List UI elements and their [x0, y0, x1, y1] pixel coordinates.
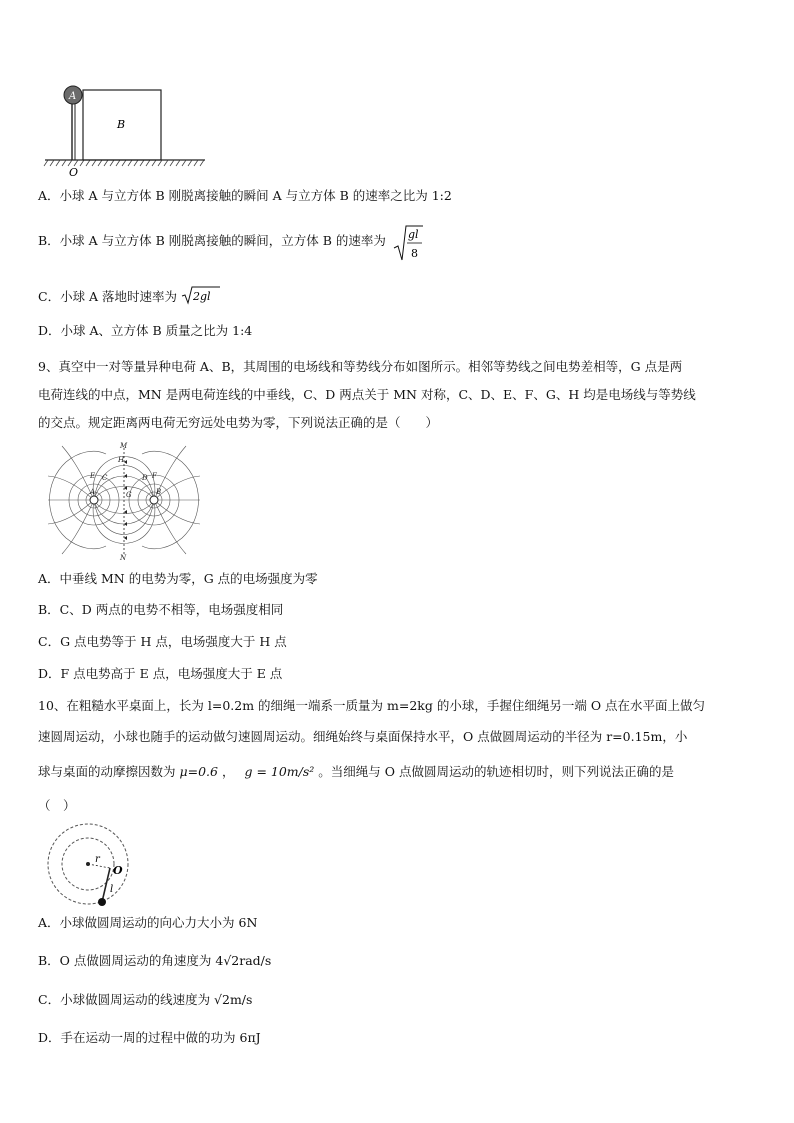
q9-option-d: D．F 点电势高于 E 点，电场强度大于 E 点	[38, 666, 283, 681]
label-o: O	[69, 166, 79, 179]
q8-option-a: A．小球 A 与立方体 B 刚脱离接触的瞬间 A 与立方体 B 的速率之比为 1:2	[38, 188, 452, 203]
q8-option-b-formula	[392, 224, 424, 264]
q8-option-c	[38, 285, 221, 310]
figure-circular-motion	[42, 822, 134, 910]
q8-option-c-formula	[181, 285, 221, 310]
q10-option-b: B．O 点做圆周运动的角速度为 4√2rad/s	[38, 953, 272, 968]
q8-option-b-den: 8	[410, 247, 418, 260]
q10-stem-line-3	[38, 763, 674, 781]
label-e: E	[90, 472, 96, 480]
label-a: A	[69, 91, 77, 102]
label-f: F	[152, 472, 157, 480]
q9-option-b: B．C、D 两点的电势不相等，电场强度相同	[38, 602, 284, 617]
q10-sep: ，	[221, 764, 235, 779]
figure-ball-and-block	[40, 82, 210, 180]
q9-stem-line-3: 的交点。规定距离两电荷无穷远处电势为零，下列说法正确的是（ ）	[38, 415, 439, 430]
q8-option-c-math: 2gl	[193, 290, 211, 303]
q8-option-b	[38, 224, 424, 264]
q10-g: g = 10m/s²	[244, 764, 315, 779]
q10-option-c: C．小球做圆周运动的线速度为 √2m/s	[38, 992, 253, 1007]
label-b: B	[156, 488, 162, 496]
q9-option-a: A．中垂线 MN 的电势为零，G 点的电场强度为零	[38, 571, 318, 586]
label-h: H	[118, 456, 125, 464]
label-g: G	[126, 491, 132, 499]
label-r: r	[95, 854, 100, 865]
q10-option-a: A．小球做圆周运动的向心力大小为 6N	[38, 915, 258, 930]
q8-option-d: D．小球 A、立方体 B 质量之比为 1:4	[38, 323, 253, 338]
label-c: C	[102, 474, 108, 482]
q8-option-b-num: gl	[407, 228, 419, 241]
q8-option-c-text: C．小球 A 落地时速率为	[38, 289, 178, 304]
label-b: B	[117, 118, 126, 131]
label-n: N	[120, 554, 127, 560]
label-a: A	[90, 488, 96, 496]
q9-option-c: C．G 点电势等于 H 点，电场强度大于 H 点	[38, 634, 287, 649]
q10-stem-line-4: （ ）	[38, 798, 76, 813]
q8-option-b-text: B．小球 A 与立方体 B 刚脱离接触的瞬间，立方体 B 的速率为	[38, 233, 386, 248]
label-d: D	[142, 474, 148, 482]
q10-stem-line-2: 速圆周运动，小球也随手的运动做匀速圆周运动。细绳始终与桌面保持水平，O 点做圆周运动的半径为 r=0.15m，小	[38, 729, 688, 744]
q9-stem-line-2: 电荷连线的中点，MN 是两电荷连线的中垂线，C、D 两点关于 MN 对称，C、D、E、F、G、H 均是电场线与等势线	[38, 387, 696, 402]
q9-stem-line-1: 9、真空中一对等量异种电荷 A、B，其周围的电场线和等势线分布如图所示。相邻等势线之间电势差相等，G 点是两	[38, 359, 683, 374]
figure-dipole-field	[44, 442, 204, 560]
label-l: l	[110, 884, 114, 895]
label-o: O	[113, 864, 123, 877]
label-m: M	[120, 442, 128, 450]
q10-stem-line-3-b: 。当细绳与 O 点做圆周运动的轨迹相切时，则下列说法正确的是	[318, 764, 674, 779]
q10-stem-line-1: 10、在粗糙水平桌面上，长为 l=0.2m 的细绳一端系一质量为 m=2kg 的小球，手握住细绳另一端 O 点在水平面上做匀	[38, 698, 706, 713]
q10-option-d: D．手在运动一周的过程中做的功为 6πJ	[38, 1030, 261, 1045]
q10-mu: μ=0.6	[179, 764, 218, 779]
q10-stem-line-3-a: 球与桌面的动摩擦因数为	[38, 764, 176, 779]
